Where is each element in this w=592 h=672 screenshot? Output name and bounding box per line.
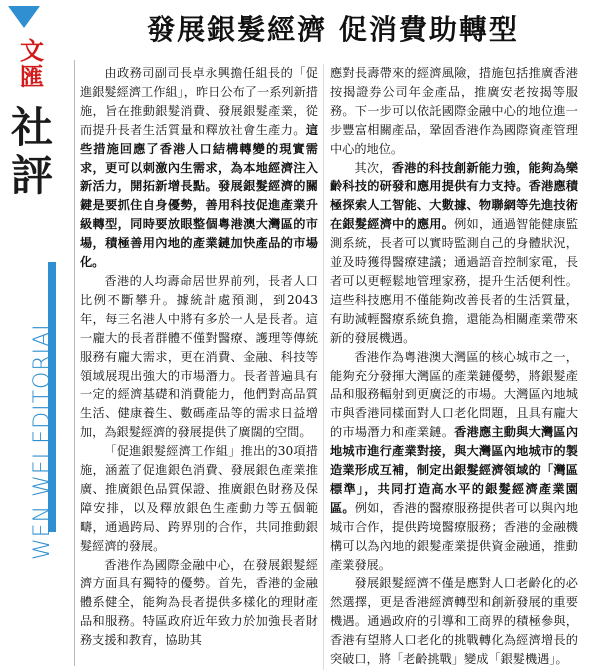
paragraph-text: 香港作為粵港澳大灣區的核心城市之一，能夠充分發揮大灣區的產業鏈優勢，將銀髮產品和服務輻射到更廣泛的市場。大灣區內地城市與香港同樣面對人口老化問題，且具有龐大的市場潛力和產業鏈。 [330,349,578,440]
article-column-2 [330,64,578,670]
paragraph-text: 其次， [354,160,392,175]
headline: 發展銀髮經濟 促消費助轉型 [147,13,519,46]
paragraph-text: 香港的人均壽命居世界前列，長者人口比例不斷攀升。據統計處預測，到2043年，每三名港人中將有多於一人是長者。這一龐大的長者群體不僅對醫療、護理等傳統服務有龐大需求，更在消費、金融、科技等領域展現出強大的市場潛力。長者普遍具有一定的經濟基礎和消費能力，他們對高品質生活、健康養生、數碼產品等的需求日益增加，為銀髮經濟的發展提供了廣闊的空間。 [80,273,318,440]
article-column-1 [80,64,318,670]
paragraph [330,64,578,159]
paragraph [80,556,318,651]
paragraph-text: 應對長壽帶來的經濟風險，措施包括推廣香港按揭證券公司年金產品，推廣安老按揭等服務。下一步可以依託國際金融中心的地位進一步豐富相關產品，鞏固香港作為國際資產管理中心的地位。 [330,66,578,156]
paragraph-text: 香港作為國際金融中心，在發展銀髮經濟方面具有獨特的優勢。首先，香港的金融體系健全，能夠為長者提供多樣化的理財產品和服務。特區政府近年致力於加強長者財務支援和教育，協助其 [80,557,318,648]
paragraph [80,272,318,442]
paragraph-text: 例如，香港的醫療服務提供者可以與內地城市合作，提供跨境醫療服務；香港的金融機構可以為內地的銀髮產業提供資金融通，推動產業發展。 [330,500,578,572]
sidebar-divider [74,60,75,666]
column-char: 評 [10,151,53,200]
editorial-label: WEN WEI EDITORIAL [30,317,55,560]
triangle-icon [8,6,40,28]
column-divider [323,64,324,670]
column-char: 社 [10,103,53,152]
paragraph-text: 例如，通過智能健康監測系統，長者可以實時監測自己的身體狀況，並及時獲得醫療建議；通過語音控制家電，長者可以更輕鬆地管理家務，提升生活便利性。這些科技應用不僅能夠改善長者的生活質量，有助減輕醫療系統負擔，還能為相關產業帶來新的發展機遇。 [330,217,578,345]
masthead-sidebar [0,0,72,672]
paragraph [80,442,318,555]
column-name [10,104,54,200]
paragraph-bold: 香港的科技創新能力強，能夠為樂齡科技的研發和應用提供有力支持。香港應積極探索人工智能、大數據、物聯網等先進技術在銀髮經濟中的應用。 [330,160,578,232]
paragraph [330,574,578,669]
paragraph-bold: 這些措施回應了香港人口結構轉變的現實需求，更可以刺激內生需求，為本地經濟注入新活力，開拓新增長點。發展銀髮經濟的關鍵是要抓住自身優勢，善用科技促進產業升級轉型，同時要放眼整個粵港澳大灣區的市場，積極善用內地的產業鏈加快產品的市場化。 [80,122,318,270]
paragraph-text: 發展銀髮經濟不僅是應對人口老齡化的必然選擇，更是香港經濟轉型和創新發展的重要機遇。通過政府的引導和工商界的積極參與，香港有望將人口老化的挑戰轉化為經濟增長的突破口，將「老齡挑戰」變成「銀髮機遇」。 [330,576,578,667]
paragraph [330,348,578,575]
paragraph-text: 「促進銀髮經濟工作組」推出的30項措施，涵蓋了促進銀色消費、發展銀色產業推廣、推廣銀色品質保證、推廣銀色財務及保障安排，以及釋放銀色生產動力等五個範疇，通過跨局、跨界別的合作，共同推動銀髮經濟的發展。 [80,444,318,553]
paragraph-text: 由政務司副司長卓永興擔任組長的「促進銀髮經濟工作組」，昨日公布了一系列新措施，旨在推動銀髮消費、發展銀髮產業，從而提升長者生活質量和釋放社會生產力。 [80,66,318,137]
brand-char: 匯 [20,62,44,91]
brand-char: 文 [20,36,44,65]
paragraph-bold: 香港應主動與大灣區內地城市進行產業對接，與大灣區內地城市的製造業形成互補，制定出銀髮經濟領域的「灣區標準」，共同打造高水平的銀髮經濟產業園區。 [330,425,578,515]
brand-logo [12,38,52,90]
paragraph [330,159,578,348]
paragraph [80,64,318,272]
